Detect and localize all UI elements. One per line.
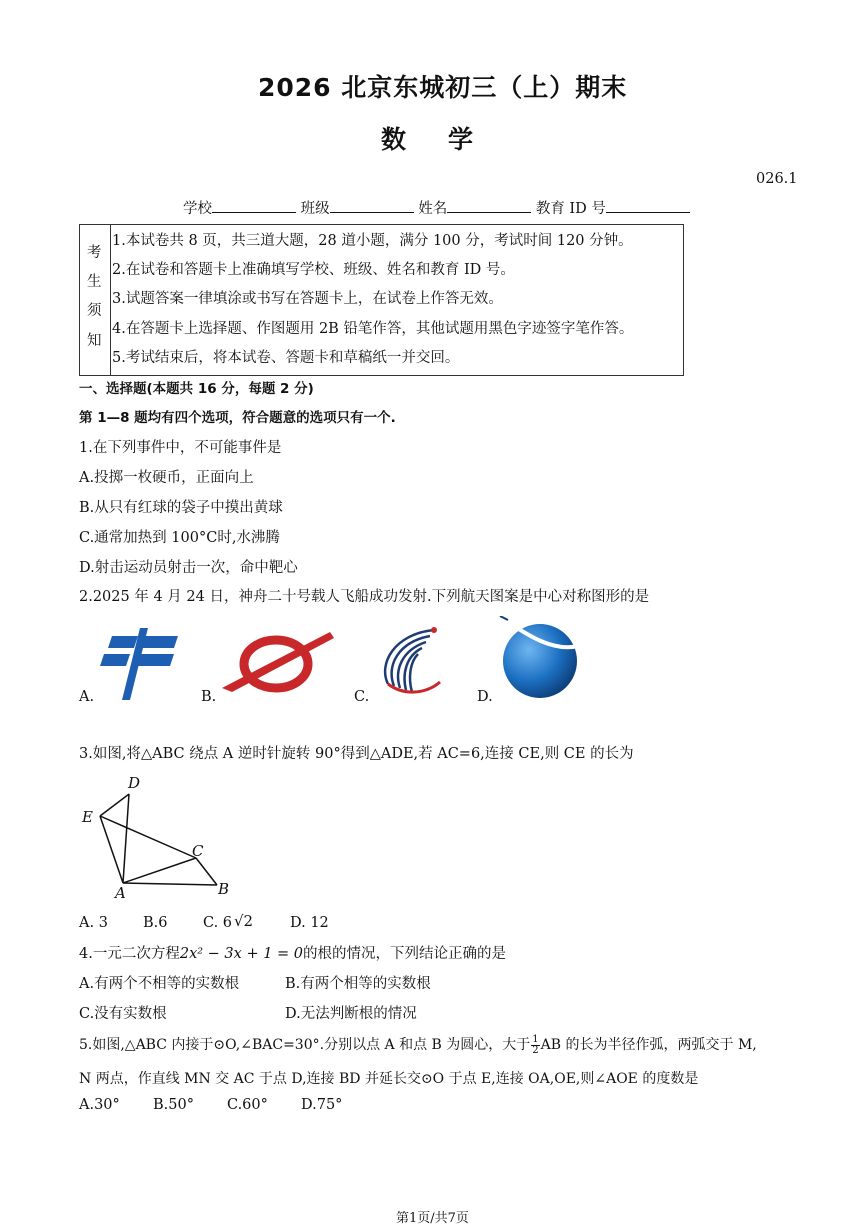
notice-heading — [80, 225, 111, 375]
q4-option-b: B.有两个相等的实数根 — [285, 976, 431, 992]
q5-option-a: A.30° — [79, 1097, 120, 1113]
label-e: E — [82, 808, 93, 826]
subject-title: 数学 — [381, 125, 516, 154]
q5-option-b: B.50° — [153, 1097, 194, 1113]
label-b: B — [218, 880, 230, 898]
q4-stem-suffix: 的根的情况，下列结论正确的是 — [303, 946, 507, 962]
q1-option-c: C.通常加热到 100°C时,水沸腾 — [79, 530, 280, 546]
id-blank[interactable] — [606, 198, 690, 213]
notice-item: 1.本试卷共 8 页，共三道大题，28 道小题，满分 100 分，考试时间 120 分钟。 — [112, 233, 633, 249]
section-heading: 一、选择题(本题共 16 分，每题 2 分) — [79, 381, 314, 397]
q1-option-d: D.射击运动员射击一次，命中靶心 — [79, 560, 298, 576]
notice-head-char: 知 — [87, 333, 102, 349]
info-fields — [183, 197, 690, 218]
q2-option-a: A. — [79, 689, 95, 705]
exam-code: 026.1 — [756, 171, 798, 187]
q5-line1-prefix: 5.如图,△ABC 内接于⊙O,∠BAC=30°.分别以点 A 和点 B 为圆心，大于 — [79, 1037, 531, 1053]
notice-head-char: 考 — [87, 245, 102, 261]
aerospace-logo-c-icon — [374, 624, 446, 698]
name-blank[interactable] — [447, 198, 531, 213]
q4-option-d: D.无法判断根的情况 — [285, 1006, 417, 1022]
notice-head-char: 须 — [87, 303, 102, 319]
class-blank[interactable] — [330, 198, 414, 213]
label-d: D — [128, 774, 141, 792]
label-c: C — [192, 842, 204, 860]
q2-option-c: C. — [354, 689, 370, 705]
q2-option-b: B. — [201, 689, 217, 705]
q3-stem: 3.如图,将△ABC 绕点 A 逆时针旋转 90°得到△ADE,若 AC=6,连接 CE,则 CE 的长为 — [79, 746, 634, 762]
q3-option-d: D. 12 — [290, 915, 329, 931]
q1-option-a: A.投掷一枚硬币，正面向上 — [79, 470, 254, 486]
q5-line2: N 两点，作直线 MN 交 AC 于点 D,连接 BD 并延长交⊙O 于点 E,连接 OA,OE,则∠AOE 的度数是 — [79, 1071, 699, 1087]
id-label: 教育 ID 号 — [535, 201, 606, 217]
q3-option-b: B.6 — [143, 915, 168, 931]
class-label: 班级 — [300, 201, 330, 217]
page-title: 2026 北京东城初三（上）期末 — [258, 73, 628, 102]
name-label: 姓名 — [418, 201, 448, 217]
school-blank[interactable] — [212, 198, 296, 213]
school-label: 学校 — [183, 201, 212, 217]
aerospace-logo-b-icon — [218, 626, 334, 696]
q4-stem — [79, 942, 506, 963]
notice-item: 3.试题答案一律填涂或书写在答题卡上，在试卷上作答无效。 — [112, 291, 503, 307]
q2-option-d: D. — [477, 689, 493, 705]
notice-item: 2.在试卷和答题卡上准确填写学校、班级、姓名和教育 ID 号。 — [112, 262, 515, 278]
notice-item: 5.考试结束后，将本试卷、答题卡和草稿纸一并交回。 — [112, 350, 460, 366]
q3-option-c: C. 6 — [203, 915, 233, 931]
q4-option-a: A.有两个不相等的实数根 — [79, 976, 240, 992]
notice-head-char: 生 — [87, 274, 102, 290]
q5-line1-suffix: AB 的长为半径作弧，两弧交于 M, — [540, 1037, 757, 1053]
notice-box — [79, 224, 684, 376]
section-instruction: 第 1—8 题均有四个选项，符合题意的选项只有一个. — [79, 410, 396, 426]
q3-option-a: A. 3 — [79, 915, 108, 931]
shenzhou-logo-a-icon — [100, 628, 182, 702]
q1-stem: 1.在下列事件中，不可能事件是 — [79, 440, 282, 456]
q3-option-c-sqrt: √2 — [234, 912, 254, 930]
q5-frac-num: 1 — [532, 1033, 539, 1045]
q1-option-b: B.从只有红球的袋子中摸出黄球 — [79, 500, 283, 516]
notice-item: 4.在答题卡上选择题、作图题用 2B 铅笔作答，其他试题用黑色字迹签字笔作答。 — [112, 321, 634, 337]
q5-line1 — [79, 1034, 757, 1056]
q5-fraction — [531, 1035, 539, 1056]
q4-option-c: C.没有实数根 — [79, 1006, 167, 1022]
q4-stem-prefix: 4.一元二次方程 — [79, 946, 180, 962]
page-number: 第1页/共7页 — [396, 1211, 469, 1226]
q4-equation: 2x² − 3x + 1 = 0 — [179, 946, 304, 962]
q5-frac-den: 2 — [532, 1044, 539, 1056]
q3-triangle-figure — [78, 770, 238, 900]
label-a: A — [115, 884, 126, 900]
q5-option-d: D.75° — [301, 1097, 343, 1113]
q5-option-c: C.60° — [227, 1097, 268, 1113]
q2-stem: 2.2025 年 4 月 24 日，神舟二十号载人飞船成功发射.下列航天图案是中心对称图形的是 — [79, 589, 650, 605]
globe-logo-d-icon — [498, 616, 582, 700]
